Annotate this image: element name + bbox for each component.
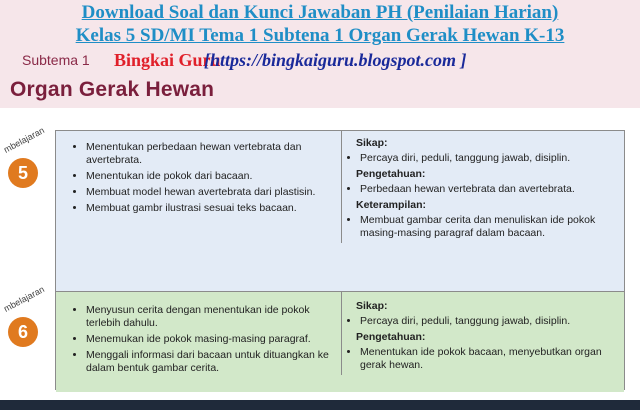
list-item: • Menyusun cerita dengan menentukan ide pokok terlebih dahulu. xyxy=(86,304,341,330)
header-banner xyxy=(0,0,640,108)
section-heading: Sikap: xyxy=(356,300,388,312)
lesson-row-5 xyxy=(56,131,624,291)
topic-title: Organ Gerak Hewan xyxy=(10,78,215,101)
list-item: • Membuat gambr ilustrasi sesuai teks bacaan. xyxy=(86,202,341,215)
competency-cell xyxy=(341,131,625,243)
list-item: • Menemukan ide pokok masing-masing paragraf. xyxy=(86,333,341,346)
section-heading: Keterampilan: xyxy=(356,199,427,211)
list-item: • Percaya diri, peduli, tanggung jawab, disiplin. xyxy=(360,315,625,328)
section-heading: Pengetahuan: xyxy=(356,331,426,343)
badge-label: mbelajaran xyxy=(2,284,47,314)
lesson-table xyxy=(55,130,625,390)
lesson-number: 5 xyxy=(8,158,38,188)
lesson-row-6 xyxy=(56,291,624,392)
page-title-line1: Download Soal dan Kunci Jawaban PH (Penilaian Harian) xyxy=(81,2,559,23)
list-item: • Perbedaan hewan vertebrata dan avertebrata. xyxy=(360,183,625,196)
list-item: • Membuat model hewan avertebrata dari plastisin. xyxy=(86,186,341,199)
page-title-line2: Kelas 5 SD/MI Tema 1 Subtena 1 Organ Gerak Hewan K-13 xyxy=(75,25,565,46)
activities-cell xyxy=(56,131,341,218)
lesson-number: 6 xyxy=(8,317,38,347)
lesson-badge-6 xyxy=(2,284,47,349)
list-item: • Menggali informasi dari bacaan untuk dituangkan ke dalam bentuk gambar cerita. xyxy=(86,349,341,375)
list-item: • Membuat gambar cerita dan menuliskan ide pokok masing-masing paragraf dalam bacaan. xyxy=(360,214,625,240)
list-item: • Menentukan ide pokok bacaan, menyebutkan organ gerak hewan. xyxy=(360,346,625,372)
badge-label: mbelajaran xyxy=(2,125,47,155)
brand-name: Bingkai Guru xyxy=(114,50,221,70)
section-heading: Sikap: xyxy=(356,137,388,149)
section-heading: Pengetahuan: xyxy=(356,168,426,180)
list-item: • Menentukan perbedaan hewan vertebrata dan avertebrata. xyxy=(86,141,341,167)
competency-cell xyxy=(341,292,625,375)
subtema-label: Subtema 1 xyxy=(22,52,90,68)
blog-url[interactable]: [https://bingkaiguru.blogspot.com ] xyxy=(204,50,467,70)
lesson-badge-5 xyxy=(2,125,47,190)
list-item: • Percaya diri, peduli, tanggung jawab, disiplin. xyxy=(360,152,625,165)
list-item: • Menentukan ide pokok dari bacaan. xyxy=(86,170,341,183)
taskbar xyxy=(0,400,640,410)
activities-cell xyxy=(56,292,341,378)
